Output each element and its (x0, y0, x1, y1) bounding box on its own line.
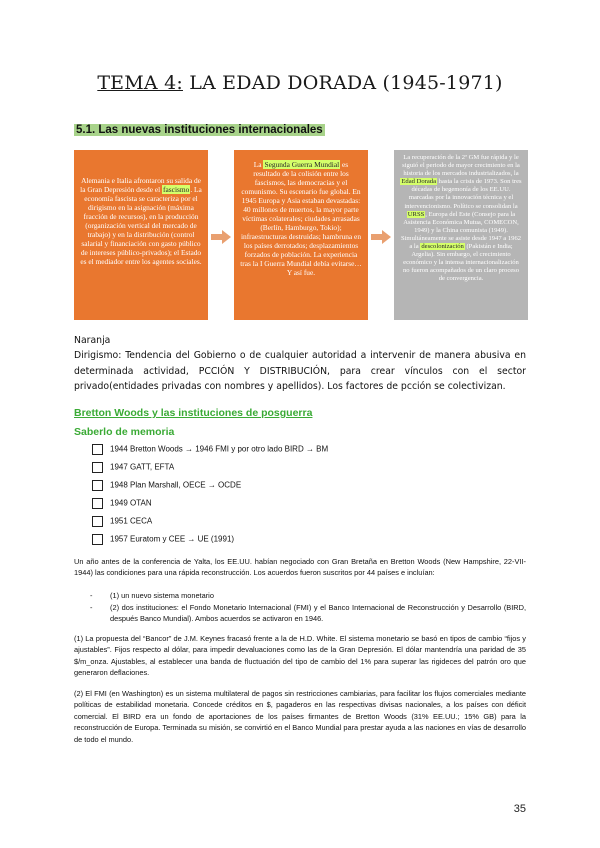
box3-text-c: , Europa del Este (Consejo para la Asistencia Económica Mutua, COMECON, 1949) y la China comunista (1949). Simultáneamente se asiste desde 1947 a 1962 a la (400, 210, 522, 251)
box3-text-a: La recuperación de la 2ª GM fue rápida y le siguió el periodo de mayor crecimiento en la historia de los mercados industrializados, la (402, 154, 520, 178)
title-rest: LA EDAD DORADA (1945-1971) (182, 72, 503, 94)
box1-text-b: . La economía fascista se caracteriza por el dirigismo en la asignación (máxima fracción de recursos), en la producción (organización vertical del mercado de trabajo) y en la distribución (control salarial y financiación con gasto público de intereses público-privados); el Estado es el mediador entre los agentes sociales. (80, 185, 202, 266)
page-number: 35 (513, 803, 526, 815)
title-prefix: TEMA 4: (97, 72, 183, 94)
checklist-label: 1944 Bretton Woods → 1946 FMI y por otro lado BIRD → BM (110, 444, 329, 454)
intro-paragraph: Un año antes de la conferencia de Yalta, los EE.UU. habían negociado con Gran Bretaña en Bretton Woods (New Hampshire, 22-VII-1944) las condiciones para una rápida reconstrucción. Los acuerdos fueron suscritos por 44 países e incluían: (74, 557, 526, 578)
checklist-item[interactable] (92, 444, 328, 455)
checkbox-icon[interactable] (92, 444, 103, 455)
list-bullet: - (90, 591, 93, 600)
box-golden-age (394, 150, 528, 320)
checklist-item[interactable] (92, 534, 234, 545)
naranja-definition: Dirigismo: Tendencia del Gobierno o de cualquier autoridad a intervenir de manera abusiva en determinada actividad, PCCIÓN Y DISTRIBUCIÓN, para crear vínculos con el sector privado(entidades privadas con nombres y apellidos). Los factores de pcción se colectivizan. (74, 350, 526, 392)
checklist-label: 1947 GATT, EFTA (110, 462, 175, 472)
box-fascism (74, 150, 208, 320)
box2-text-a: La (253, 160, 264, 169)
checkbox-icon[interactable] (92, 516, 103, 527)
paragraph-monetary-system: (1) La propuesta del “Bancor” de J.M. Keynes fracasó frente a la de H.D. White. El sistema monetario se basó en tipos de cambio “fijos y ajustables”. Fijos respecto al dólar, para impedir devaluaciones como las de la Gran Depresión. El dólar mantendría una paridad de 35 $/m_onza. Ajustables, al establecer una banda de fluctuación del tipo de cambio del 1% para superar las rigideces del patrón oro que generaron deflaciones. (74, 634, 526, 678)
list-bullet: - (90, 603, 93, 612)
checklist-item[interactable] (92, 462, 174, 473)
box1-text-a: Alemania e Italia afrontaron su salida de la Gran Depresión desde el (80, 176, 201, 194)
box3-highlight-1: Edad Dorada (401, 178, 436, 186)
checkbox-icon[interactable] (92, 534, 103, 545)
bretton-heading: Bretton Woods y las instituciones de posguerra (74, 407, 313, 419)
checklist-item[interactable] (92, 516, 152, 527)
paragraph-fmi-bird: (2) El FMI (en Washington) es un sistema multilateral de pagos sin restricciones cambiarias, para facilitar los flujos comerciales mediante políticas de estabilidad monetaria. Concede créditos en $, pagaderos en las respectivas divisas nacionales, a los países con déficit comercial. El BIRD era un fondo de aportaciones de los países firmantes de Bretton Woods (31% EE.UU.; 15% GB) para la reconstrucción de Europa. Terminada su misión, se convirtió en el Banco Mundial para prestar ayuda a las naciones en vías de desarrollo de todo el mundo. (74, 689, 526, 744)
checkbox-icon[interactable] (92, 462, 103, 473)
checkbox-icon[interactable] (92, 498, 103, 509)
naranja-label: Naranja (74, 335, 111, 346)
checklist-label: 1949 OTAN (110, 498, 152, 508)
arrow-right-icon (371, 230, 391, 244)
checkbox-icon[interactable] (92, 480, 103, 491)
box3-highlight-2: URSS (407, 210, 425, 218)
checklist-label: 1948 Plan Marshall, OECE → OCDE (110, 480, 242, 490)
page-title (0, 72, 600, 94)
list-item: (2) dos instituciones: el Fondo Monetario Internacional (FMI) y el Banco Internacional de Reconstrucción y Desarrollo (BIRD, después Banco Mundial). Ambos acuerdos se activaron en 1946. (110, 603, 526, 624)
checklist-label: 1957 Euratom y CEE → UE (1991) (110, 534, 235, 544)
box-ww2 (234, 150, 368, 320)
checklist-label: 1951 CECA (110, 516, 153, 526)
checklist-item[interactable] (92, 498, 152, 509)
list-item: (1) un nuevo sistema monetario (110, 591, 214, 600)
arrow-right-icon (211, 230, 231, 244)
box2-highlight: Segunda Guerra Mundial (264, 160, 340, 169)
checklist-item[interactable] (92, 480, 241, 491)
box2-text-b: es resultado de la colisión entre los fascismos, las democracias y el comunismo. Su escenario fue global. En 1945 Europa y Asia estaban devastadas: 40 millones de muertos, la mayor parte víctimas colaterales; ciudades arrasadas (Berlín, Hamburgo, Tokio); infraestructuras destruidas; hambruna en los países derrotados; desplazamientos forzados de población. La experiencia tras la I Guerra Mundial debía evitarse… Y así fue. (240, 160, 362, 277)
box3-text-b: hasta la crisis de 1973. Son tres décadas de hegemonía de los EE.UU. marcadas por la innovación técnica y el intervencionismo. Político se consolidan la (404, 178, 522, 210)
box3-text-d: (Pakistán e India; Argelia). Sin embargo, el crecimiento económico y la intensa internacionalización no fueron acompañados de un claro proceso de convergencia. (402, 243, 520, 283)
box1-highlight: fascismo (163, 185, 190, 194)
box3-highlight-3: descolonización (421, 243, 464, 251)
section-heading: 5.1. Las nuevas instituciones internacionales (76, 124, 323, 136)
saberlo-heading: Saberlo de memoria (74, 426, 175, 438)
